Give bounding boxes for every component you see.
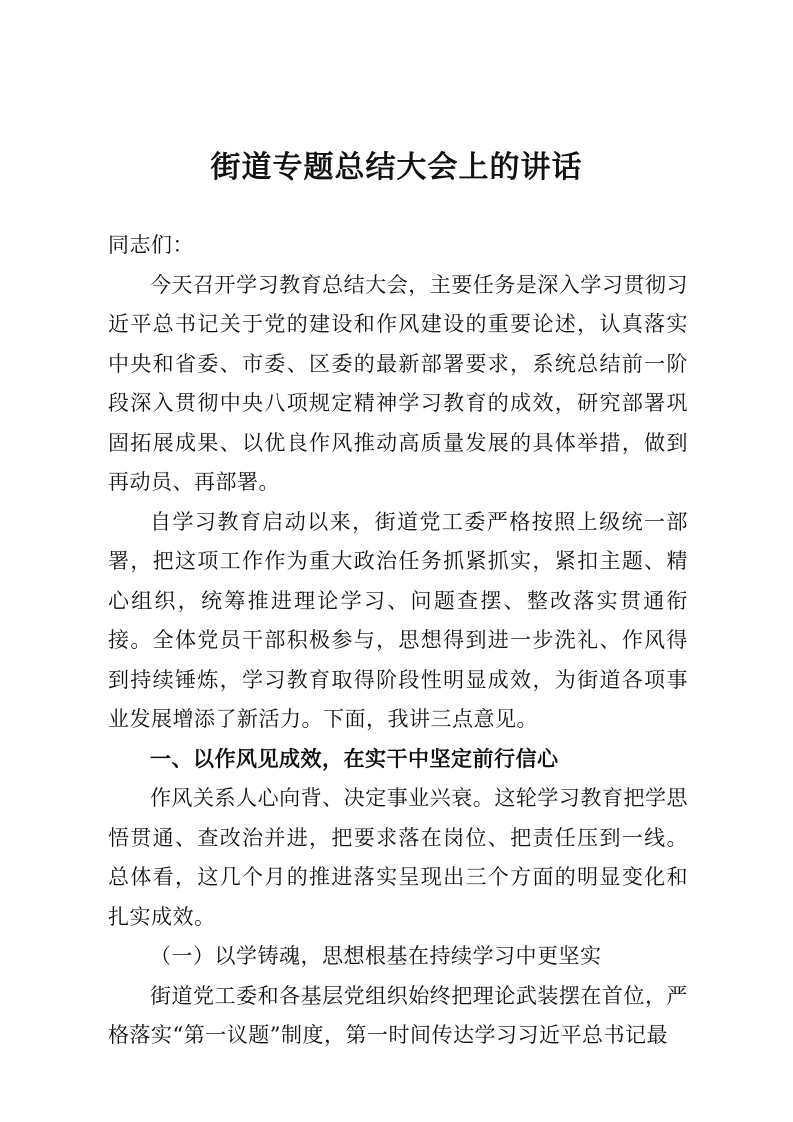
subsection-1-paragraph: 街道党工委和各基层党组织始终把理论武装摆在首位，严格落实“第一议题”制度，第一时间传达学习习近平总书记最 — [108, 983, 688, 1047]
document-title: 街道专题总结大会上的讲话 — [210, 150, 583, 185]
section-heading-1: 一、以作风见成效，在实干中坚定前行信心 — [150, 746, 559, 771]
document-body — [108, 226, 688, 1056]
subsection-heading-1: （一）以学铸魂，思想根基在持续学习中更坚实 — [150, 944, 602, 968]
salutation: 同志们： — [108, 233, 194, 257]
intro-paragraph: 今天召开学习教育总结大会，主要任务是深入学习贯彻习近平总书记关于党的建设和作风建设的重要论述，认真落实中央和省委、市委、区委的最新部署要求，系统总结前一阶段深入贯彻中央八项规定精神学习教育的成效，研究部署巩固拓展成果、以优良作风推动高质量发展的具体举措，做到再动员、再部署。 — [108, 272, 688, 494]
overview-paragraph: 自学习教育启动以来，街道党工委严格按照上级统一部署，把这项工作作为重大政治任务抓紧抓实，紧扣主题、精心组织，统筹推进理论学习、问题查摆、整改落实贯通衔接。全体党员干部积极参与，思想得到进一步洗礼、作风得到持续锤炼，学习教育取得阶段性明显成效，为街道各项事业发展增添了新活力。下面，我讲三点意见。 — [108, 509, 688, 731]
section-1-paragraph: 作风关系人心向背、决定事业兴衰。这轮学习教育把学思悟贯通、查改治并进，把要求落在岗位、把责任压到一线。总体看，这几个月的推进落实呈现出三个方面的明显变化和扎实成效。 — [108, 786, 688, 929]
